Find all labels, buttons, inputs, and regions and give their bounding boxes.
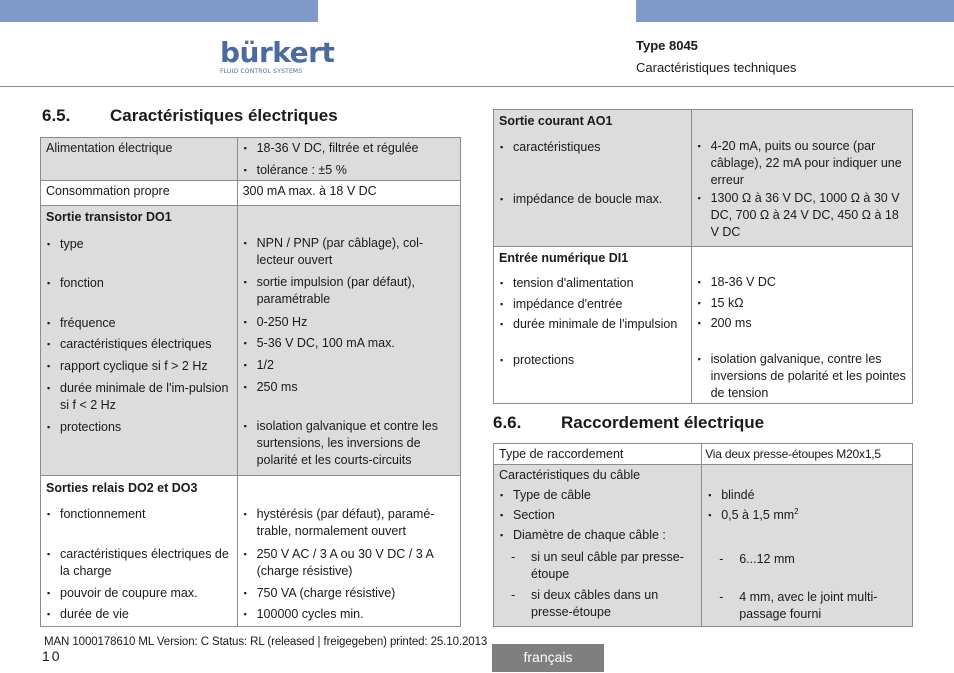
list-item: - si un seul câble par presse-étoupe	[499, 549, 696, 587]
section-title: Raccordement électrique	[561, 413, 765, 432]
header-band-left	[0, 0, 318, 22]
table-row	[41, 181, 461, 206]
section-66-heading	[493, 413, 764, 433]
list-item: - si deux câbles dans un presse-étoupe	[499, 587, 696, 621]
row-value: 300 mA max. à 18 V DC	[237, 181, 460, 206]
list-item: ▪ 200 ms	[697, 315, 907, 351]
header-divider	[0, 86, 954, 87]
table-row	[41, 138, 461, 181]
table-row	[494, 444, 913, 465]
list-item: ▪ rapport cyclique si f > 2 Hz	[46, 358, 232, 380]
header-band-right	[636, 0, 954, 22]
list-item: ▪ 1300 Ω à 36 V DC, 1000 Ω à 30 V DC, 700 Ω à 24 V DC, 450 Ω à 18 V DC	[697, 190, 907, 241]
list-item: ▪ type	[46, 236, 232, 275]
table-row	[494, 110, 913, 247]
list-item: ▪ tolérance : ±5 %	[243, 162, 455, 179]
language-badge: français	[492, 644, 604, 672]
row-label: Alimentation électrique	[41, 138, 238, 181]
product-type: Type 8045	[636, 38, 698, 53]
list-item: - 6...12 mm	[707, 551, 907, 589]
list-item: - 4 mm, avec le joint multi-passage fourni	[707, 589, 907, 623]
list-item: ▪ Diamètre de chaque câble :	[499, 527, 696, 549]
list-item: ▪ 750 VA (charge résistive)	[243, 585, 455, 606]
row-label: Consommation propre	[41, 181, 238, 206]
logo-wordmark: bürkert	[220, 36, 335, 69]
row-value: Via deux presse-étoupes M20x1,5	[702, 444, 913, 465]
section-number: 6.5.	[42, 106, 71, 125]
table-row	[41, 206, 461, 476]
list-item: ▪ 1/2	[243, 357, 455, 379]
section-value: 0,5 à 1,5 mm	[721, 508, 795, 522]
header-subtitle: Caractéristiques techniques	[636, 60, 797, 75]
subsection-title: Sorties relais DO2 et DO3	[46, 481, 198, 495]
list-item: ▪ impédance d'entrée	[499, 296, 686, 316]
list-item: ▪ 18-36 V DC	[697, 274, 907, 295]
page-number: 10	[42, 648, 62, 664]
list-item: ▪ durée minimale de l'impulsion	[499, 316, 686, 352]
outputs-inputs-table	[493, 109, 913, 404]
brand-logo	[220, 36, 335, 75]
list-item: ▪ 250 ms	[243, 379, 455, 418]
list-item: ▪ durée minimale de l'im-pulsion si f < 2 Hz	[46, 380, 232, 419]
section-title: Caractéristiques électriques	[110, 106, 338, 125]
list-item: ▪ fonctionnement	[46, 506, 232, 546]
list-item: ▪ Type de câble	[499, 487, 696, 507]
subsection-title: Caractéristiques du câble	[499, 468, 641, 482]
list-item: ▪ NPN / PNP (par câblage), col-lecteur ouvert	[243, 235, 455, 274]
list-item: ▪ 18-36 V DC, filtrée et régulée	[243, 140, 455, 157]
logo-tagline: FLUID CONTROL SYSTEMS	[220, 68, 303, 75]
list-item: ▪ tension d'alimentation	[499, 275, 686, 296]
document-info: MAN 1000178610 ML Version: C Status: RL (released | freigegeben) printed: 25.10.2013	[44, 636, 488, 648]
list-item: ▪ fonction	[46, 275, 232, 315]
table-row	[494, 465, 913, 627]
table-row	[41, 476, 461, 627]
list-item: ▪ pouvoir de coupure max.	[46, 585, 232, 606]
list-item: ▪ isolation galvanique, contre les inversions de polarité et les pointes de tension	[697, 351, 907, 399]
list-item: ▪ caractéristiques électriques	[46, 336, 232, 358]
list-item: ▪ 250 V AC / 3 A ou 30 V DC / 3 A (charge résistive)	[243, 546, 455, 585]
list-item: ▪ 0-250 Hz	[243, 314, 455, 335]
subsection-title: Entrée numérique DI1	[499, 251, 629, 265]
list-item: ▪ sortie impulsion (par défaut), paramétrable	[243, 274, 455, 314]
subsection-title: Sortie transistor DO1	[46, 210, 172, 224]
table-row	[494, 247, 913, 404]
list-item: ▪ impédance de boucle max.	[499, 191, 686, 242]
list-item: ▪ 4-20 mA, puits ou source (par câblage), 22 mA pour indiquer une erreur	[697, 138, 907, 190]
list-item: ▪ 100000 cycles min.	[243, 606, 455, 623]
list-item: ▪ hystérésis (par défaut), paramé-trable, normalement ouvert	[243, 506, 455, 546]
list-item: ▪ protections	[499, 352, 686, 400]
list-item: ▪ blindé	[707, 487, 907, 507]
list-item: ▪ 15 kΩ	[697, 295, 907, 315]
row-label: Type de raccordement	[494, 444, 702, 465]
electrical-specs-table	[40, 137, 461, 627]
section-65-heading	[42, 106, 338, 126]
list-item: ▪ isolation galvanique et contre les surtensions, les inversions de polarité et les courts-circuits	[243, 418, 455, 470]
superscript: 2	[794, 506, 799, 516]
list-item: ▪ Section	[499, 507, 696, 527]
subsection-title: Sortie courant AO1	[499, 114, 613, 128]
connection-table	[493, 443, 913, 627]
list-item: ▪ durée de vie	[46, 606, 232, 623]
section-number: 6.6.	[493, 413, 522, 432]
list-item: ▪ caractéristiques	[499, 139, 686, 191]
list-item: ▪ fréquence	[46, 315, 232, 336]
list-item: ▪ 5-36 V DC, 100 mA max.	[243, 335, 455, 357]
list-item: ▪ protections	[46, 419, 232, 471]
list-item	[707, 507, 907, 527]
list-item: ▪ caractéristiques électriques de la charge	[46, 546, 232, 585]
